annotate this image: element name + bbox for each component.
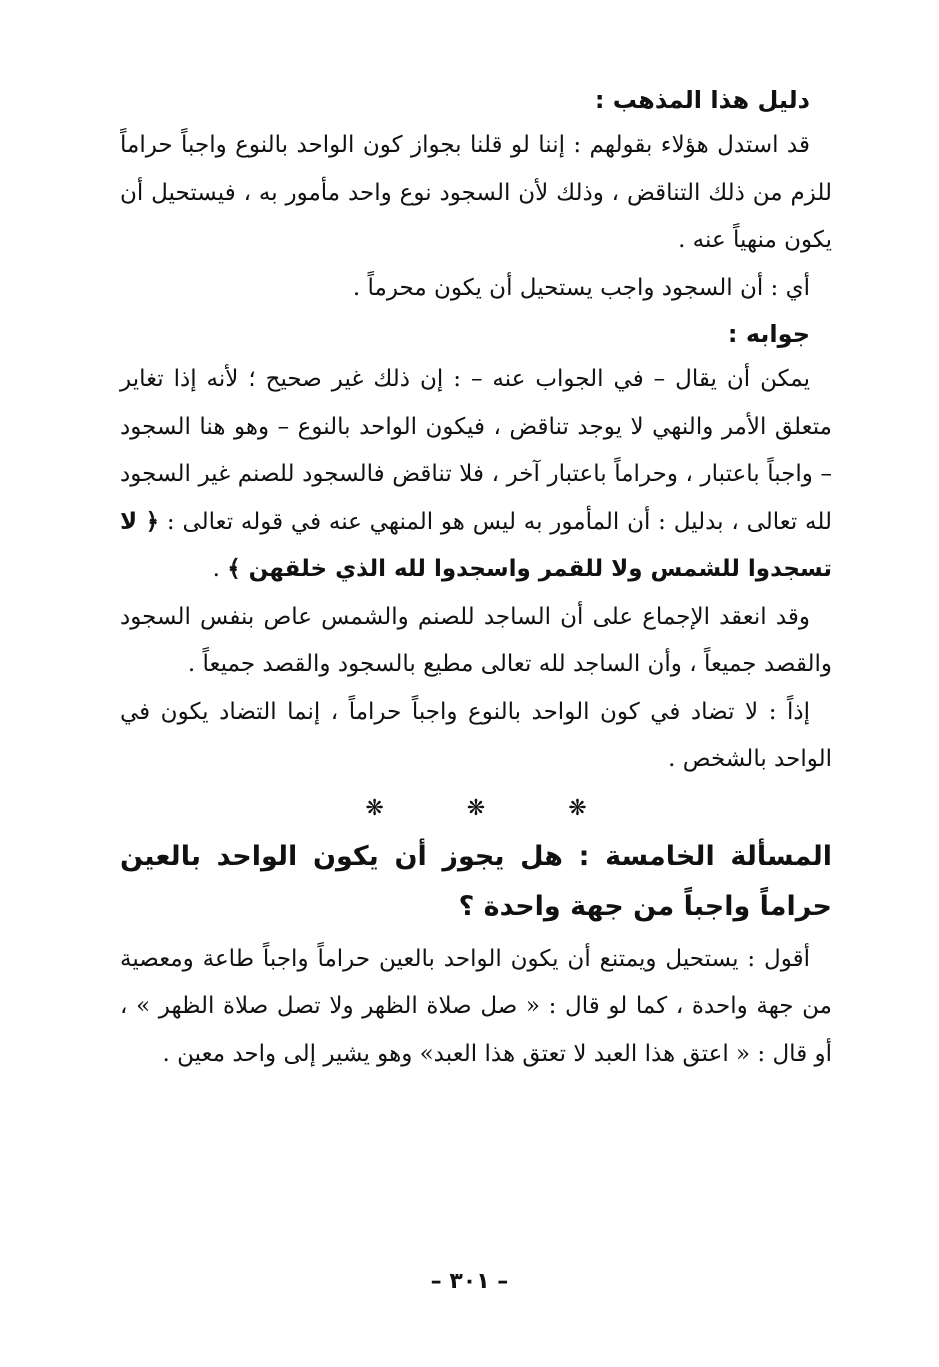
quran-verse: ﴿ لا تسجدوا للشمس ولا للقمر واسجدوا لله الذي خلقهن ﴾ xyxy=(120,508,832,582)
section-separator xyxy=(120,788,832,830)
paragraph-answer-text: يمكن أن يقال – في الجواب عنه – : إن ذلك غير صحيح ؛ لأنه إذا تغاير متعلق الأمر والنهي لا يوجد تناقض ، فيكون الواحد بالنوع – وهو هنا السجود – واجباً باعتبار ، وحراماً باعتبار آخر ، فلا تناقض فالسجود للصنم غير السجود لله تعالى ، بدليل : أن المأمور به ليس هو المنهي عنه في قوله تعالى : xyxy=(120,366,832,535)
paragraph-answer xyxy=(120,356,832,594)
separator-star-icon: ❋ xyxy=(365,795,384,821)
page-body xyxy=(120,78,832,1078)
paragraph-issue-answer: أقول : يستحيل ويمتنع أن يكون الواحد بالعين حراماً واجباً طاعة ومعصية من جهة واحدة ، كما لو قال : « صل صلاة الظهر ولا تصل صلاة الظهر » ، أو قال : « اعتق هذا العبد لا تعتق هذا العبد» وهو يشير إلى واحد معين . xyxy=(120,945,832,1067)
section-heading-evidence: دليل هذا المذهب : xyxy=(594,86,810,114)
separator-star-icon: ❋ xyxy=(568,795,587,821)
paragraph-argument: قد استدل هؤلاء بقولهم : إننا لو قلنا بجواز كون الواحد بالنوع واجباً حراماً للزم من ذلك التناقض ، وذلك لأن السجود نوع واحد مأمور به ، فيستحيل أن يكون منهياً عنه . xyxy=(120,132,832,253)
issue-title: المسألة الخامسة : هل يجوز أن يكون الواحد بالعين حراماً واجباً من جهة واحدة ؟ xyxy=(120,840,832,922)
paragraph-answer-end: . xyxy=(212,556,228,582)
paragraph-consensus: وقد انعقد الإجماع على أن الساجد للصنم والشمس عاص بنفس السجود والقصد جميعاً ، وأن الساجد لله تعالى مطيع بالسجود والقصد جميعاً . xyxy=(120,603,832,677)
page-number: – ٣٠١ – xyxy=(430,1269,509,1294)
separator-star-icon: ❋ xyxy=(466,795,486,821)
paragraph-clarification: أي : أن السجود واجب يستحيل أن يكون محرماً . xyxy=(352,274,810,301)
section-heading-answer: جوابه : xyxy=(727,320,810,348)
paragraph-conclusion: إذاً : لا تضاد في كون الواحد بالنوع واجباً حراماً ، إنما التضاد يكون في الواحد بالشخص . xyxy=(120,698,832,772)
